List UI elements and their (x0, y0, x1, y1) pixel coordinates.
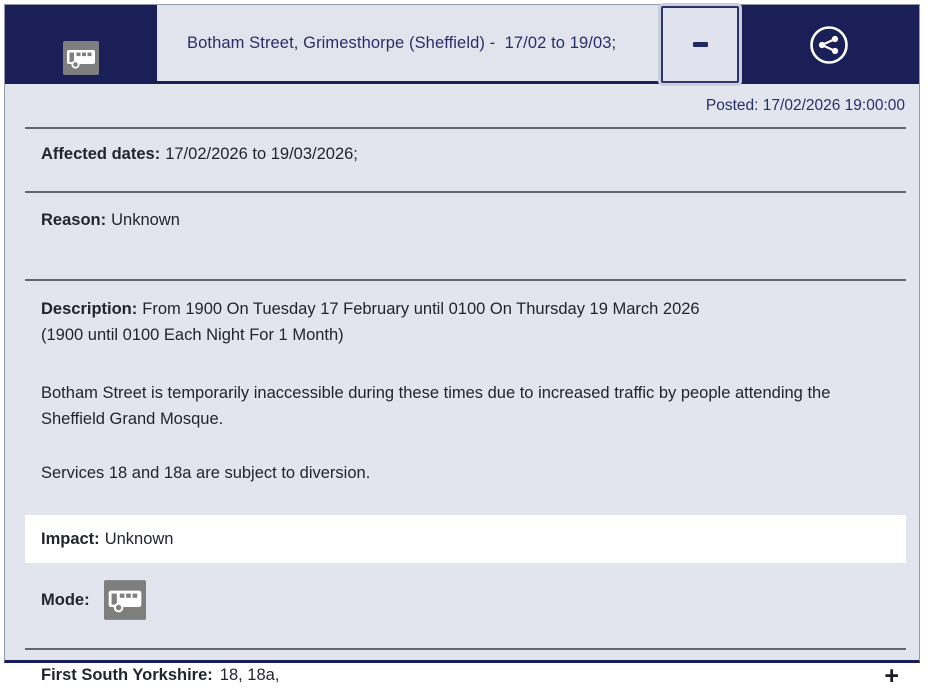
operator-row (5, 650, 919, 690)
header-mode-cell (5, 5, 157, 84)
plus-icon: + (884, 662, 899, 690)
description-label: Description: (41, 300, 138, 319)
mode-row (5, 563, 919, 636)
minus-icon (693, 42, 708, 47)
impact-row (25, 515, 906, 563)
share-icon[interactable] (807, 23, 851, 67)
affected-dates-value: 17/02/2026 to 19/03/2026; (165, 145, 358, 163)
description-block (5, 281, 919, 515)
description-paragraph3: Services 18 and 18a are subject to diversion. (41, 464, 371, 483)
card-header (5, 5, 919, 84)
operator-services-value: 18, 18a, (219, 666, 280, 685)
impact-label: Impact: (41, 529, 100, 548)
description-line2: (1900 until 0100 Each Night For 1 Month) (41, 326, 344, 345)
expand-button[interactable] (884, 662, 899, 690)
reason-value: Unknown (111, 210, 180, 229)
disruption-card (4, 4, 920, 690)
header-title-cell (157, 5, 661, 81)
reason-row (5, 193, 919, 268)
operator-label: First South Yorkshire: (41, 666, 213, 685)
bus-icon (63, 41, 99, 75)
description-paragraph2: Botham Street is temporarily inaccessible during these times due to increased traffic by people attending the Sheffield Grand Mosque. (41, 384, 831, 429)
card-title: Botham Street, Grimesthorpe (Sheffield) - 17/02 to 19/03; (187, 33, 617, 52)
reason-label: Reason: (41, 210, 107, 229)
posted-timestamp: Posted: 17/02/2026 19:00:00 (705, 97, 905, 114)
affected-dates-row (5, 129, 919, 179)
description-line1 (41, 296, 841, 322)
header-share-cell (739, 5, 919, 84)
affected-dates-label: Affected dates: (41, 145, 161, 163)
description-line1-text: From 1900 On Tuesday 17 February until 0100 On Thursday 19 March 2026 (142, 300, 700, 319)
bus-icon (104, 580, 146, 620)
minimize-button[interactable] (661, 6, 739, 83)
impact-value: Unknown (104, 529, 174, 548)
operator-services (41, 666, 279, 685)
mode-label: Mode: (41, 590, 90, 609)
